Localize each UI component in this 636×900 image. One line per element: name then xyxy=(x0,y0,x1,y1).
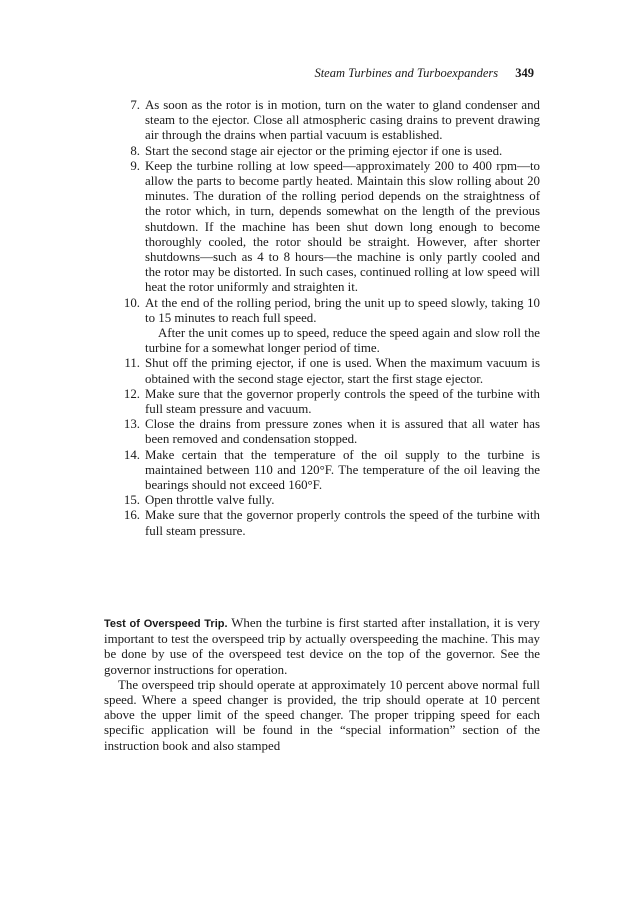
step-number: 11. xyxy=(124,356,140,371)
running-title: Steam Turbines and Turboexpanders xyxy=(314,66,499,80)
step-number: 16. xyxy=(123,508,140,523)
paragraph-text: When the turbine is first started after installation, it is very important to test the overspeed trip by actually overspeeding the machine. This may be done by use of the overspeed test device on the top of the governor. See the governor instructions for operation. xyxy=(104,616,540,677)
step-number: 14. xyxy=(123,447,140,462)
overspeed-trip-section xyxy=(104,616,540,754)
step-text: Make certain that the temperature of the oil supply to the turbine is maintained between 110 and 120°F. The temperature of the oil leaving the bearings should not exceed 160°F. xyxy=(145,447,540,493)
step-text: Keep the turbine rolling at low speed—approximately 200 to 400 rpm—to allow the parts to become partly heated. Maintain this slow rolling about 20 minutes. The duration of the rolling period depends on the straightness of the rotor which, in turn, depends somewhat on the length of the previous shutdown. If the machine has been shut down long enough to become thoroughly cooled, the rotor should be straight. However, after shorter shutdowns—such as 4 to 8 hours—the machine is only partly cooled and the rotor may be distorted. In such cases, continued rolling at low speed will heat the rotor uniformly and straighten it. xyxy=(145,158,540,295)
step-text: As soon as the rotor is in motion, turn on the water to gland condenser and steam to the ejector. Close all atmospheric casing drains to prevent drawing air through the drains when partial vacuum is established. xyxy=(145,98,540,143)
step-text: Make sure that the governor properly controls the speed of the turbine with full steam pressure and vacuum. xyxy=(145,386,540,417)
step-text: Start the second stage air ejector or the priming ejector if one is used. xyxy=(145,143,503,158)
section-paragraph: The overspeed trip should operate at approximately 10 percent above normal full speed. Where a speed changer is provided, the trip should operate at 10 percent above the upper limit of the speed changer. The proper tripping speed for each specific application will be found in the “special information” section of the instruction book and also stamped xyxy=(104,677,540,753)
list-item xyxy=(104,417,540,447)
list-item xyxy=(104,387,540,417)
list-item xyxy=(104,144,540,159)
step-number: 10. xyxy=(123,295,140,310)
step-continuation-text: After the unit comes up to speed, reduce the speed again and slow roll the turbine for a somewhat longer period of time. xyxy=(145,326,540,356)
step-number: 7. xyxy=(130,98,140,112)
list-item xyxy=(104,356,540,386)
list-item xyxy=(104,296,540,357)
page-number: 349 xyxy=(515,66,534,80)
list-item xyxy=(104,159,540,296)
step-number: 8. xyxy=(130,143,140,158)
step-text: Open throttle valve fully. xyxy=(145,493,275,508)
step-number: 12. xyxy=(123,386,140,401)
step-number: 9. xyxy=(130,158,140,173)
procedure-steps-list xyxy=(104,98,540,539)
list-item xyxy=(104,98,540,144)
running-header xyxy=(314,66,534,81)
step-text: Close the drains from pressure zones when it is assured that all water has been removed and condensation stopped. xyxy=(145,417,540,447)
step-number: 15. xyxy=(123,493,140,508)
list-item xyxy=(104,448,540,494)
section-heading: Test of Overspeed Trip. xyxy=(104,618,228,630)
step-number: 13. xyxy=(123,417,140,432)
step-text: Shut off the priming ejector, if one is used. When the maximum vacuum is obtained with the second stage ejector, start the first stage ejector. xyxy=(145,356,540,386)
list-item xyxy=(104,493,540,508)
step-text: At the end of the rolling period, bring the unit up to speed slowly, taking 10 to 15 minutes to reach full speed. xyxy=(145,295,540,325)
section-paragraph xyxy=(104,616,540,678)
step-text: Make sure that the governor properly controls the speed of the turbine with full steam pressure. xyxy=(145,508,540,538)
list-item xyxy=(104,508,540,538)
